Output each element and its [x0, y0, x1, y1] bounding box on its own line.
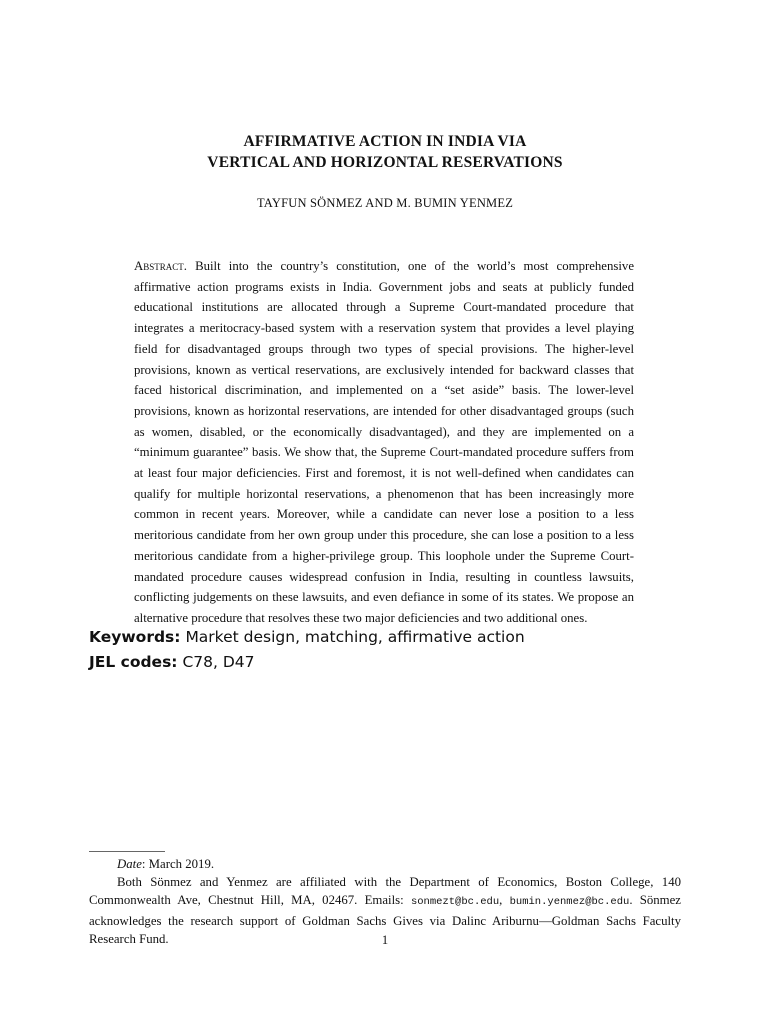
abstract-text: Built into the country’s constitution, one of the world’s most comprehensive affirmative action programs exists in India. Government jobs and seats at publicly funded educational institutions are allocated through a Supreme Court-mandated procedure that integrates a meritocracy-based system with a reservation system that provides a level playing field for disadvantaged groups through two types of special provisions. The higher-level provisions, known as vertical reservations, are exclusively intended for backward classes that faced historical discrimination, and implemented on a “set aside” basis. The lower-level provisions, known as horizontal reservations, are intended for other disadvantaged groups (such as women, disabled, or the economically disadvantaged), and they are implemented on a “minimum guarantee” basis. We show that, the Supreme Court-mandated procedure suffers from at least four major deficiencies. First and foremost, it is not well-defined when candidates can qualify for multiple horizontal reservations, a phenomenon that has been increasingly more common in recent years. Moreover, while a candidate can never lose a position to a less meritorious candidate from her own group under this procedure, she can lose a position to a less meritorious candidate from a higher-privilege group. This loophole under the Supreme Court-mandated procedure causes widespread confusion in India, resulting in countless lawsuits, conflicting judgements on these lawsuits, and even defiance in some of its states. We propose an alternative procedure that resolves these two major deficiencies and two additional ones. [134, 259, 634, 625]
page-number: 1 [381, 933, 389, 947]
keywords-label: Keywords: [89, 628, 181, 646]
author-list: TAYFUN SÖNMEZ AND M. BUMIN YENMEZ [256, 196, 514, 210]
title-line-2: VERTICAL AND HORIZONTAL RESERVATIONS [207, 154, 563, 171]
affiliation-tail: . Sönmez acknowledges the research support of Goldman Sachs Gives via Dalinc Ariburnu—Goldman Sachs Faculty Research Fund. [89, 893, 681, 946]
email-sonmez[interactable]: sonmezt@bc.edu [410, 896, 500, 909]
jel-value: C78, D47 [182, 653, 255, 671]
footnote-date [89, 855, 681, 873]
affiliation-text: Both Sönmez and Yenmez are affiliated with the Department of Economics, Boston College, 140 Commonwealth Ave, Chestnut Hill, MA, 02467. Emails: [89, 875, 681, 908]
jel-codes [89, 653, 689, 671]
paper-title [0, 131, 770, 173]
footnote-date-value: : March 2019. [141, 857, 215, 871]
abstract-label: Abstract. [134, 259, 187, 273]
keywords [89, 628, 689, 646]
email-yenmez[interactable]: bumin.yenmez@bc.edu [509, 896, 630, 909]
email-separator: , [499, 893, 510, 908]
title-line-1: AFFIRMATIVE ACTION IN INDIA VIA [243, 133, 527, 150]
footnote-date-label: Date [117, 857, 142, 871]
footnote-rule [89, 851, 165, 852]
abstract [134, 256, 634, 629]
jel-label: JEL codes: [89, 653, 178, 671]
keywords-value: Market design, matching, affirmative action [185, 628, 525, 646]
